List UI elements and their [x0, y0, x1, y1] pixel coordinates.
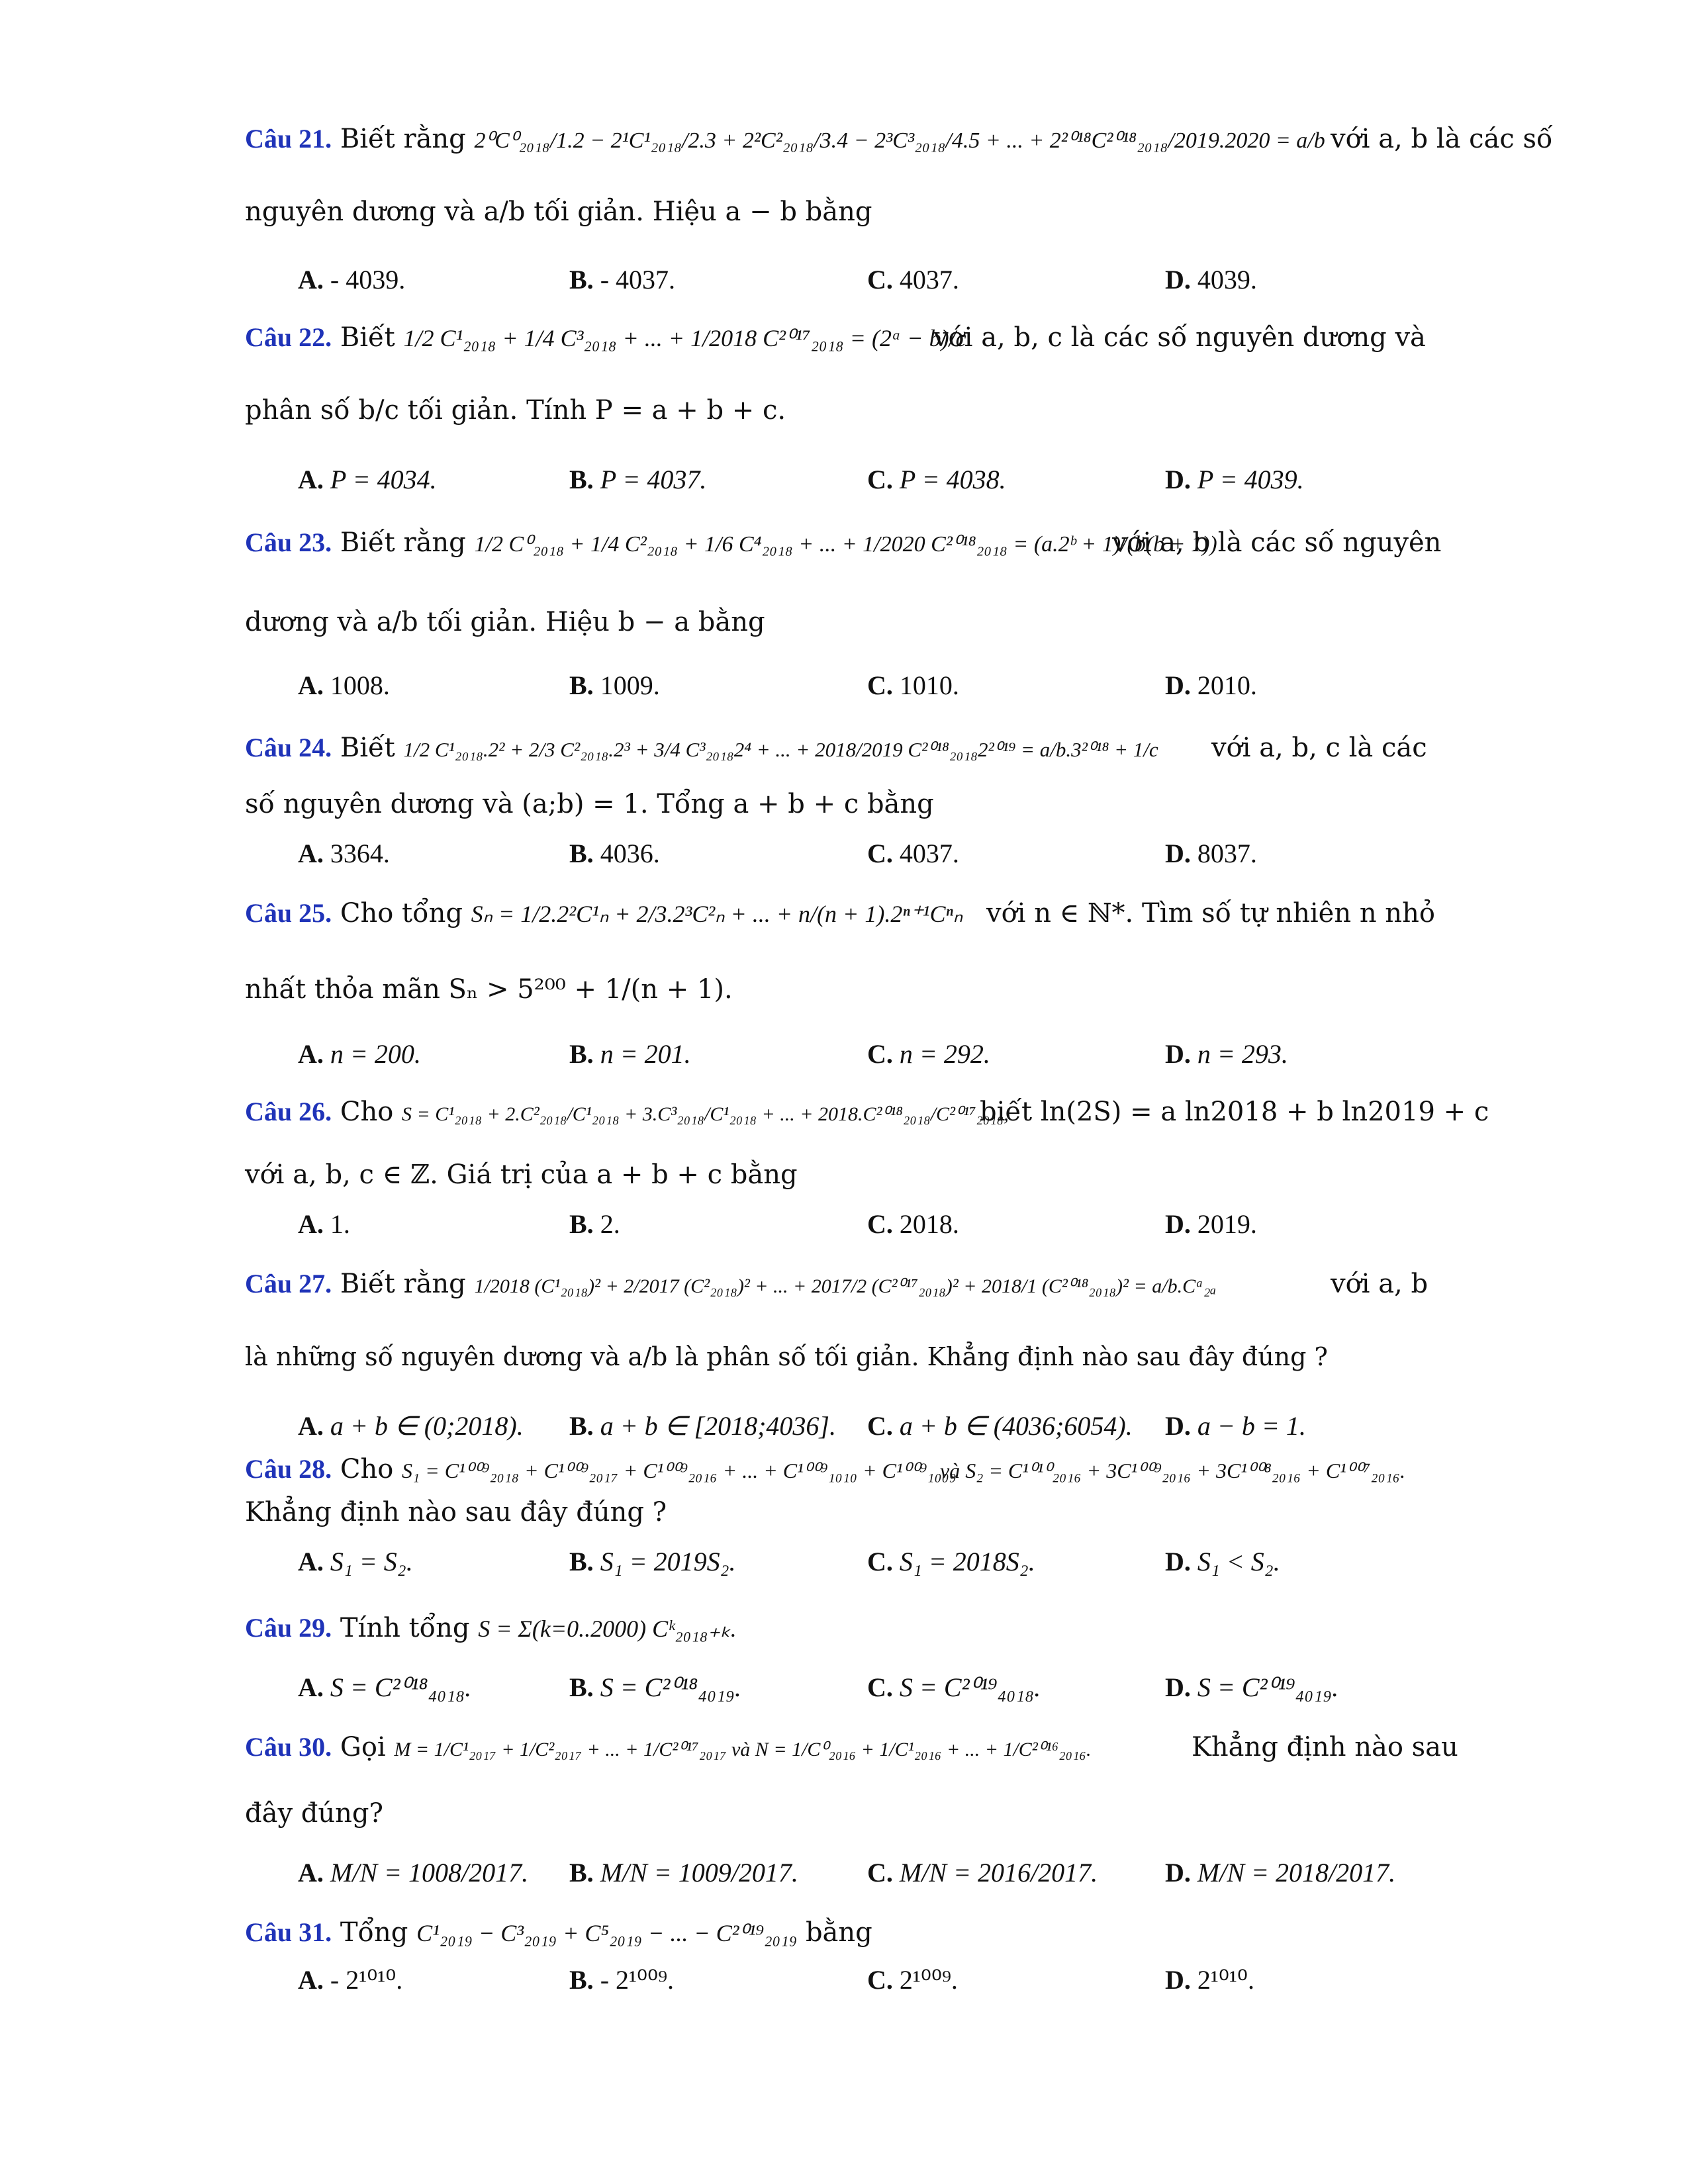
question-formula: 1/2 C¹₂₀₁₈ + 1/4 C³₂₀₁₈ + ... + 1/2018 C²⁰¹⁷₂₀₁₈ = (2ᵃ − b)/c: [403, 325, 966, 351]
question-stem: Biết: [340, 733, 395, 763]
question-27: [245, 1257, 1443, 1403]
q25-option-d[interactable]: D. n = 293.: [1165, 1039, 1288, 1069]
q28-option-a[interactable]: A. S₁ = S₂.: [298, 1547, 413, 1576]
q21-option-d[interactable]: D. 4039.: [1165, 265, 1257, 295]
question-label: Câu 31.: [245, 1917, 332, 1947]
question-31-line-1: [245, 1919, 872, 1946]
q26-option-d[interactable]: D. 2019.: [1165, 1209, 1257, 1239]
question-formula: C¹₂₀₁₉ − C³₂₀₁₉ + C⁵₂₀₁₉ − ... − C²⁰¹⁹₂₀₁₉: [416, 1920, 798, 1946]
q23-option-c[interactable]: C. 1010.: [867, 670, 959, 700]
question-27-tail: [1331, 1271, 1428, 1297]
question-label: Câu 26.: [245, 1097, 332, 1126]
question-28-tail: [940, 1456, 1405, 1482]
question-stem-tail: với a, b, c là các số nguyên dương và: [933, 322, 1426, 353]
question-stem: Biết rằng: [340, 527, 466, 558]
q31-option-c[interactable]: C. 2¹⁰⁰⁹.: [867, 1965, 958, 1995]
question-label: Câu 23.: [245, 527, 332, 557]
question-stem-tail: với n ∈ ℕ*. Tìm số tự nhiên n nhỏ: [986, 898, 1435, 929]
question-stem: Cho: [340, 1097, 394, 1127]
question-stem-tail: bằng: [805, 1917, 872, 1948]
q24-option-a[interactable]: A. 3364.: [298, 839, 390, 868]
question-stem-tail: Khẳng định nào sau: [1192, 1732, 1458, 1762]
question-21: [245, 113, 1553, 271]
question-29-line-1: [245, 1615, 737, 1641]
q23-option-a[interactable]: A. 1008.: [298, 670, 390, 700]
question-stem-tail: biết ln(2S) = a ln2018 + b ln2019 + c: [980, 1097, 1489, 1127]
question-stem: Cho: [340, 1454, 394, 1484]
question-formula: 2⁰C⁰₂₀₁₈/1.2 − 2¹C¹₂₀₁₈/2.3 + 2²C²₂₀₁₈/3.4 − 2³C³₂₀₁₈/4.5 + ... + 2²⁰¹⁸C²⁰¹⁸₂₀₁₈/2019.2020 = a/b: [474, 128, 1325, 153]
question-label: Câu 22.: [245, 322, 332, 352]
question-stem: Cho tổng: [340, 898, 463, 929]
q22-option-c[interactable]: C. P = 4038.: [867, 465, 1006, 494]
q26-option-c[interactable]: C. 2018.: [867, 1209, 959, 1239]
q27-option-d[interactable]: D. a − b = 1.: [1165, 1411, 1306, 1441]
question-label: Câu 29.: [245, 1613, 332, 1643]
question-stem-tail: và S₂ = C¹⁰¹⁰₂₀₁₆ + 3C¹⁰⁰⁹₂₀₁₆ + 3C¹⁰⁰⁸₂₀₁₆ + C¹⁰⁰⁷₂₀₁₆.: [940, 1459, 1406, 1482]
q30-option-b[interactable]: B. M/N = 1009/2017.: [569, 1858, 798, 1888]
question-30-line-1: [245, 1734, 1091, 1760]
question-formula: 1/2018 (C¹₂₀₁₈)² + 2/2017 (C²₂₀₁₈)² + ... + 2017/2 (C²⁰¹⁷₂₀₁₈)² + 2018/1 (C²⁰¹⁸₂₀₁₈)² = a/b.Cᵃ₂ₐ: [474, 1275, 1217, 1297]
question-23-line-2: [245, 609, 765, 635]
question-22-tail: [933, 324, 1426, 351]
q29-option-a[interactable]: A. S = C²⁰¹⁸₄₀₁₈.: [298, 1672, 472, 1702]
question-25: [245, 887, 1443, 1032]
question-24-tail: [1211, 735, 1427, 761]
q23-option-b[interactable]: B. 1009.: [569, 670, 660, 700]
question-stem: Gọi: [340, 1732, 386, 1762]
question-22: [245, 311, 1443, 457]
question-stem-cont: là những số nguyên dương và a/b là phân số tối giản. Khẳng định nào sau đây đúng ?: [245, 1342, 1328, 1371]
q21-option-b[interactable]: B. - 4037.: [569, 265, 676, 295]
question-25-tail: [986, 900, 1435, 927]
question-stem-cont: Khẳng định nào sau đây đúng ?: [245, 1497, 667, 1527]
question-21-tail: [1331, 126, 1553, 152]
question-label: Câu 24.: [245, 733, 332, 762]
question-stem-tail: với a, b: [1331, 1269, 1429, 1299]
question-24-line-2: [245, 791, 934, 817]
question-23: [245, 516, 1443, 662]
question-formula: S₁ = C¹⁰⁰⁹₂₀₁₈ + C¹⁰⁰⁹₂₀₁₇ + C¹⁰⁰⁹₂₀₁₆ + ... + C¹⁰⁰⁹₁₀₁₀ + C¹⁰⁰⁹₁₀₀₉: [402, 1459, 957, 1482]
question-21-line-2: [245, 199, 872, 225]
q23-option-d[interactable]: D. 2010.: [1165, 670, 1257, 700]
q28-option-d[interactable]: D. S₁ < S₂.: [1165, 1547, 1280, 1576]
q29-option-d[interactable]: D. S = C²⁰¹⁹₄₀₁₉.: [1165, 1672, 1339, 1702]
q24-option-d[interactable]: D. 8037.: [1165, 839, 1257, 868]
question-stem-cont: số nguyên dương và (a;b) = 1. Tổng a + b + c bằng: [245, 789, 934, 819]
q22-option-a[interactable]: A. P = 4034.: [298, 465, 437, 494]
question-27-line-1: [245, 1271, 1216, 1297]
question-28-line-1: [245, 1456, 957, 1482]
question-stem-tail: với a, b là các số nguyên: [1112, 527, 1442, 558]
question-stem-tail: với a, b, c là các: [1211, 733, 1427, 763]
q31-option-d[interactable]: D. 2¹⁰¹⁰.: [1165, 1965, 1254, 1995]
q27-option-a[interactable]: A. a + b ∈ (0;2018).: [298, 1411, 524, 1441]
question-22-line-1: [245, 324, 966, 351]
q22-option-b[interactable]: B. P = 4037.: [569, 465, 707, 494]
question-26-line-2: [245, 1161, 798, 1188]
question-label: Câu 21.: [245, 124, 332, 154]
q24-option-b[interactable]: B. 4036.: [569, 839, 660, 868]
question-25-line-1: [245, 900, 962, 927]
question-formula: 1/2 C⁰₂₀₁₈ + 1/4 C²₂₀₁₈ + 1/6 C⁴₂₀₁₈ + ... + 1/2020 C²⁰¹⁸₂₀₁₈ = (a.2ᵇ + 1)/(b(b + 1)): [474, 532, 1217, 557]
q26-option-a[interactable]: A. 1.: [298, 1209, 350, 1239]
q27-option-c[interactable]: C. a + b ∈ (4036;6054).: [867, 1411, 1133, 1441]
question-28: [245, 1449, 1443, 1549]
q31-option-b[interactable]: B. - 2¹⁰⁰⁹.: [569, 1965, 675, 1995]
q21-option-c[interactable]: C. 4037.: [867, 265, 959, 295]
question-stem: Biết: [340, 322, 395, 353]
question-stem: Tổng: [340, 1917, 408, 1948]
question-23-line-1: [245, 529, 1217, 556]
question-stem-tail: với a, b là các số: [1331, 124, 1553, 154]
question-label: Câu 27.: [245, 1269, 332, 1298]
question-24: [245, 721, 1443, 841]
question-label: Câu 30.: [245, 1732, 332, 1762]
question-26-line-1: [245, 1099, 1009, 1125]
question-stem-cont: với a, b, c ∈ ℤ. Giá trị của a + b + c bằng: [245, 1160, 798, 1190]
question-22-line-2: [245, 397, 786, 424]
question-26-tail: [980, 1099, 1489, 1125]
question-23-tail: [1112, 529, 1441, 556]
q25-option-b[interactable]: B. n = 201.: [569, 1039, 691, 1069]
q26-option-b[interactable]: B. 2.: [569, 1209, 620, 1239]
q30-option-d[interactable]: D. M/N = 2018/2017.: [1165, 1858, 1396, 1888]
q29-option-c[interactable]: C. S = C²⁰¹⁹₄₀₁₈.: [867, 1672, 1041, 1702]
q28-option-b[interactable]: B. S₁ = 2019S₂.: [569, 1547, 736, 1576]
q31-option-a[interactable]: A. - 2¹⁰¹⁰.: [298, 1965, 403, 1995]
question-formula: S = Σ(k=0..2000) Cᵏ₂₀₁₈₊ₖ.: [478, 1615, 737, 1642]
question-stem: Biết rằng: [340, 1269, 466, 1299]
question-30: [245, 1721, 1458, 1833]
question-26: [245, 1085, 1489, 1198]
question-label: Câu 28.: [245, 1454, 332, 1484]
question-21-line-1: [245, 126, 1325, 152]
question-formula: Sₙ = 1/2.2²C¹ₙ + 2/3.2³C²ₙ + ... + n/(n + 1).2ⁿ⁺¹Cⁿₙ: [471, 901, 963, 927]
q28-option-c[interactable]: C. S₁ = 2018S₂.: [867, 1547, 1035, 1576]
question-formula: S = C¹₂₀₁₈ + 2.C²₂₀₁₈/C¹₂₀₁₈ + 3.C³₂₀₁₈/C¹₂₀₁₈ + ... + 2018.C²⁰¹⁸₂₀₁₈/C²⁰¹⁷₂₀₁₈,: [402, 1103, 1009, 1125]
question-29: [245, 1588, 1443, 1661]
question-stem-cont: phân số b/c tối giản. Tính P = a + b + c.: [245, 395, 786, 426]
q27-option-b[interactable]: B. a + b ∈ [2018;4036].: [569, 1411, 836, 1441]
q25-option-c[interactable]: C. n = 292.: [867, 1039, 990, 1069]
q25-option-a[interactable]: A. n = 200.: [298, 1039, 421, 1069]
question-stem-cont: dương và a/b tối giản. Hiệu b − a bằng: [245, 607, 765, 637]
q21-option-a[interactable]: A. - 4039.: [298, 265, 406, 295]
question-label: Câu 25.: [245, 898, 332, 928]
question-28-line-2: [245, 1499, 667, 1525]
question-30-line-2: [245, 1800, 383, 1827]
q30-option-a[interactable]: A. M/N = 1008/2017.: [298, 1858, 529, 1888]
question-formula: 1/2 C¹₂₀₁₈.2² + 2/3 C²₂₀₁₈.2³ + 3/4 C³₂₀₁₈2⁴ + ... + 2018/2019 C²⁰¹⁸₂₀₁₈2²⁰¹⁹ = a/b.3²⁰¹⁸ + 1/c: [403, 738, 1158, 761]
question-31: [245, 1906, 1443, 1959]
question-27-line-2: [245, 1343, 1328, 1370]
q24-option-c[interactable]: C. 4037.: [867, 839, 959, 868]
question-stem: Tính tổng: [340, 1613, 470, 1643]
question-formula: M = 1/C¹₂₀₁₇ + 1/C²₂₀₁₇ + ... + 1/C²⁰¹⁷₂₀₁₇ và N = 1/C⁰₂₀₁₆ + 1/C¹₂₀₁₆ + ... + 1/C²⁰¹⁶₂₀₁₆.: [394, 1739, 1092, 1760]
question-stem: Biết rằng: [340, 124, 466, 154]
q30-option-c[interactable]: C. M/N = 2016/2017.: [867, 1858, 1098, 1888]
question-24-line-1: [245, 735, 1158, 761]
question-stem-cont: đây đúng?: [245, 1798, 383, 1829]
question-stem-cont: nhất thỏa mãn Sₙ > 5²⁰⁰ + 1/(n + 1).: [245, 974, 733, 1005]
q29-option-b[interactable]: B. S = C²⁰¹⁸₄₀₁₉.: [569, 1672, 741, 1702]
question-25-line-2: [245, 976, 733, 1003]
question-stem-cont: nguyên dương và a/b tối giản. Hiệu a − b bằng: [245, 197, 872, 227]
question-30-tail: [1192, 1734, 1458, 1760]
q22-option-d[interactable]: D. P = 4039.: [1165, 465, 1304, 494]
